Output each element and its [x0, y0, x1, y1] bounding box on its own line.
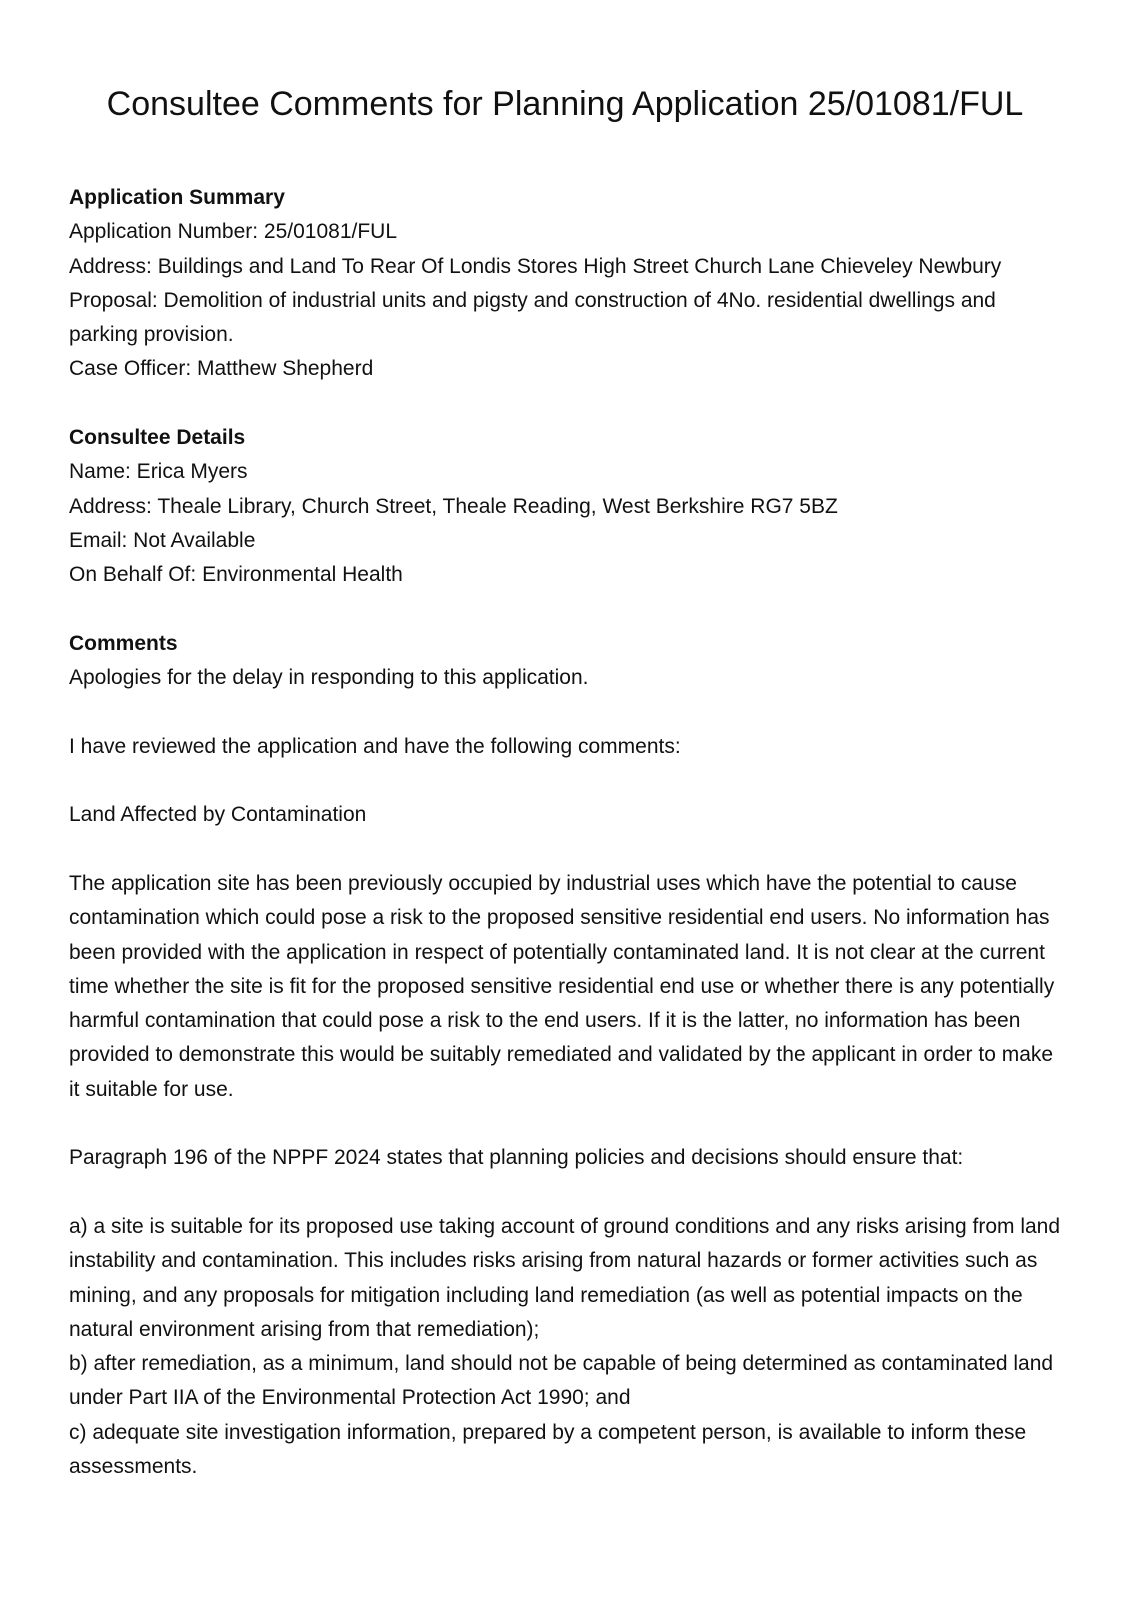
nppf-item-b: b) after remediation, as a minimum, land should not be capable of being determined as contaminated land under Part IIA of the Environmental Protection Act 1990; and	[69, 1352, 1054, 1410]
nppf-item-c: c) adequate site investigation information, prepared by a competent person, is available to inform these assessments.	[69, 1420, 1027, 1478]
case-officer: Case Officer: Matthew Shepherd	[69, 357, 374, 381]
consultee-on-behalf-of: On Behalf Of: Environmental Health	[69, 563, 403, 587]
consultee-details-section	[69, 421, 1069, 592]
comment-subheading: Land Affected by Contamination	[69, 803, 367, 827]
comments-heading: Comments	[69, 631, 178, 655]
application-number: Application Number: 25/01081/FUL	[69, 220, 398, 244]
consultee-name: Name: Erica Myers	[69, 460, 248, 484]
consultee-email: Email: Not Available	[69, 528, 256, 552]
application-proposal: Proposal: Demolition of industrial units and pigsty and construction of 4No. residential dwellings and parking provision.	[69, 288, 996, 347]
consultee-address: Address: Theale Library, Church Street, Theale Reading, West Berkshire RG7 5BZ	[69, 494, 838, 518]
comment-paragraph: Apologies for the delay in responding to this application.	[69, 666, 589, 690]
comment-paragraph: Paragraph 196 of the NPPF 2024 states that planning policies and decisions should ensure that:	[69, 1146, 964, 1170]
comments-section	[69, 627, 1069, 1484]
consultee-details-heading: Consultee Details	[69, 426, 246, 450]
comment-paragraph: I have reviewed the application and have the following comments:	[69, 734, 681, 758]
nppf-item-a: a) a site is suitable for its proposed use taking account of ground conditions and any risks arising from land instability and contamination. This includes risks arising from natural hazards or former activities such as mining, and any proposals for mitigation including land remediation (as well as potential impacts on the natural environment arising from that remediation);	[69, 1214, 1061, 1341]
comment-paragraph: The application site has been previously occupied by industrial uses which have the potential to cause contamination which could pose a risk to the proposed sensitive residential end users. No information has been provided with the application in respect of potentially contaminated land. It is not clear at the current time whether the site is fit for the proposed sensitive residential end use or whether there is any potentially harmful contamination that could pose a risk to the end users. If it is the latter, no information has been provided to demonstrate this would be suitably remediated and validated by the applicant in order to make it suitable for use.	[69, 871, 1055, 1101]
application-summary-heading: Application Summary	[69, 186, 285, 209]
application-address: Address: Buildings and Land To Rear Of Londis Stores High Street Church Lane Chieveley Newbury	[69, 254, 1002, 278]
document-body	[69, 181, 1069, 1519]
application-summary-section	[69, 181, 1069, 387]
page-title: Consultee Comments for Planning Application 25/01081/FUL	[106, 85, 1024, 123]
